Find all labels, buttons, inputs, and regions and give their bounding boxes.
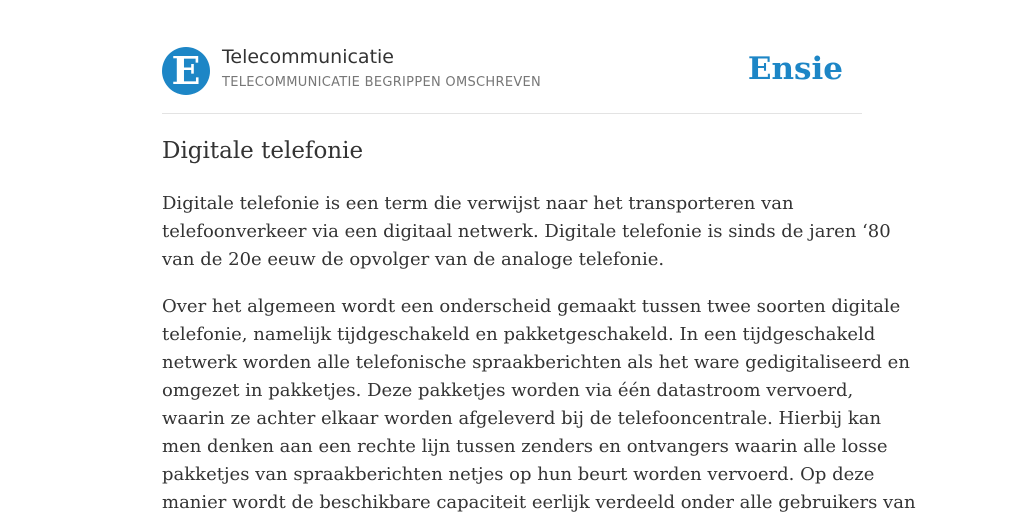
paragraph-line: Digitale telefonie is een term die verwijst naar het transporteren van [162, 193, 794, 214]
site-header [162, 46, 862, 96]
paragraph-line: van de 20e eeuw de opvolger van de analoge telefonie. [162, 249, 665, 270]
paragraph-line: telefonie, namelijk tijdgeschakeld en pakketgeschakeld. In een tijdgeschakeld [162, 324, 876, 345]
brand-logo[interactable]: Ensie [747, 51, 843, 87]
paragraph-line: netwerk worden alle telefonische spraakberichten als het ware gedigitaliseerd en [162, 352, 910, 373]
paragraph-spacer [162, 274, 867, 293]
site-subtitle: TELECOMMUNICATIE BEGRIPPEN OMSCHREVEN [222, 75, 542, 90]
paragraph-line: manier wordt de beschikbare capaciteit eerlijk verdeeld onder alle gebruikers van [162, 492, 916, 512]
article-title: Digitale telefonie [162, 138, 364, 164]
site-title[interactable]: Telecommunicatie [222, 46, 394, 68]
article-body [162, 190, 916, 512]
paragraph-line: pakketjes van spraakberichten netjes op hun beurt worden vervoerd. Op deze [162, 464, 875, 485]
paragraph-line: telefoonverkeer via een digitaal netwerk. Digitale telefonie is sinds de jaren ‘80 [162, 221, 891, 242]
paragraph-line: Over het algemeen wordt een onderscheid gemaakt tussen twee soorten digitale [162, 296, 901, 317]
site-logo-icon[interactable]: E [162, 47, 210, 95]
header-divider [162, 113, 862, 114]
paragraph-line: omgezet in pakketjes. Deze pakketjes worden via één datastroom vervoerd, [162, 380, 854, 401]
paragraph-line: men denken aan een rechte lijn tussen zenders en ontvangers waarin alle losse [162, 436, 888, 457]
paragraph-line: waarin ze achter elkaar worden afgeleverd bij de telefooncentrale. Hierbij kan [162, 408, 882, 429]
